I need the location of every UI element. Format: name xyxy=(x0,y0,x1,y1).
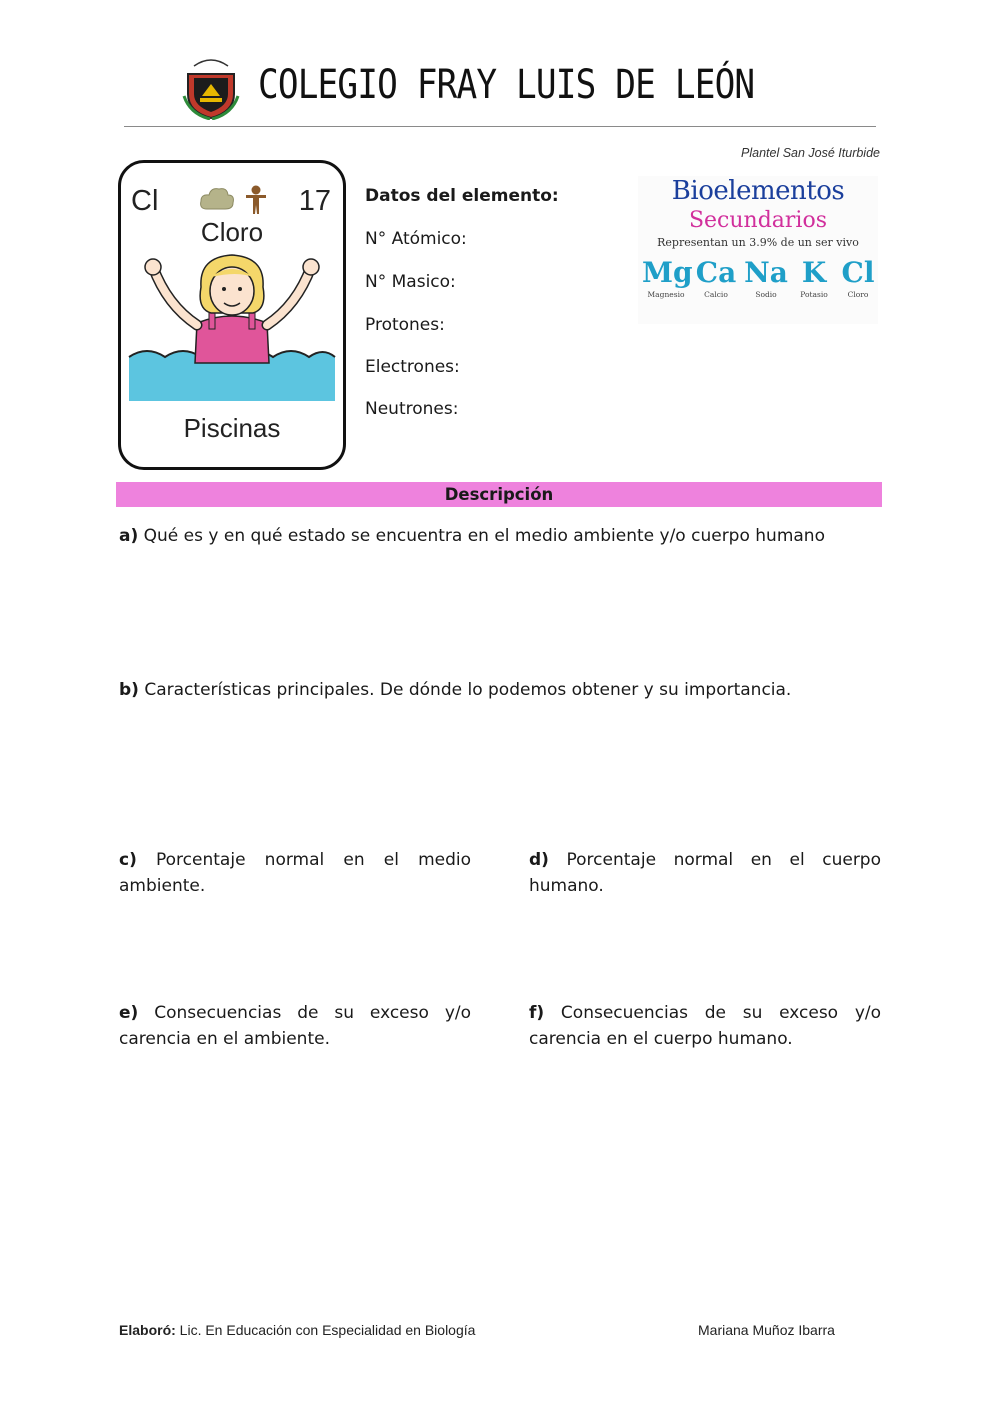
bioelement-symbol: K xyxy=(801,256,827,289)
bioelement-symbol: Ca xyxy=(695,256,737,289)
bioelement-name: Calcio xyxy=(704,290,728,299)
bioelements-title: Bioelementos xyxy=(671,176,845,206)
cloud-icon xyxy=(199,185,235,217)
description-heading: Descripción xyxy=(116,482,882,507)
question-b xyxy=(119,677,881,703)
bioelement-symbol: Mg xyxy=(642,256,693,289)
question-text: Qué es y en qué estado se encuentra en el medio ambiente y/o cuerpo humano xyxy=(143,526,825,546)
school-crest-icon xyxy=(182,56,240,120)
protons-field: Protones: xyxy=(365,315,445,335)
bioelement-symbol: Cl xyxy=(841,256,875,289)
footer-author: Mariana Muñoz Ibarra xyxy=(698,1322,835,1338)
campus-label: Plantel San José Iturbide xyxy=(741,146,880,160)
question-text: Porcentaje normal en el medio ambiente. xyxy=(119,850,472,896)
person-icon xyxy=(245,185,267,219)
question-letter: f) xyxy=(529,1003,545,1023)
neutrons-field: Neutrones: xyxy=(365,399,459,419)
swimmer-illustration-icon xyxy=(127,253,337,407)
card-element-name: Cloro xyxy=(200,217,264,247)
footer-role: Lic. En Educación con Especialidad en Biología xyxy=(179,1322,476,1338)
question-letter: b) xyxy=(119,680,139,700)
element-card xyxy=(118,160,346,470)
school-title: COLEGIO FRAY LUIS DE LEÓN xyxy=(258,62,755,108)
question-text: Consecuencias de su exceso y/o carencia en el ambiente. xyxy=(119,1003,472,1049)
element-data-title: Datos del elemento: xyxy=(365,186,559,206)
footer-label: Elaboró: xyxy=(119,1322,176,1338)
bioelement-name: Sodio xyxy=(755,290,777,299)
question-text: Porcentaje normal en el cuerpo humano. xyxy=(529,850,881,896)
header-divider xyxy=(124,126,876,127)
card-use-label: Piscinas xyxy=(183,413,281,443)
bioelement-name: Magnesio xyxy=(647,290,685,299)
bioelement-symbol: Na xyxy=(744,256,788,289)
bioelement-name: Cloro xyxy=(847,290,869,299)
question-c xyxy=(119,847,471,899)
question-text: Consecuencias de su exceso y/o carencia en el cuerpo humano. xyxy=(529,1003,882,1049)
question-letter: c) xyxy=(119,850,137,870)
question-text: Características principales. De dónde lo podemos obtener y su importancia. xyxy=(144,680,792,700)
question-a xyxy=(119,523,881,549)
question-letter: d) xyxy=(529,850,549,870)
card-atomic-number: 17 xyxy=(298,185,331,217)
electrons-field: Electrones: xyxy=(365,357,460,377)
question-f xyxy=(529,1000,881,1052)
bioelements-graphic xyxy=(638,176,878,324)
question-letter: a) xyxy=(119,526,139,546)
bioelement-name: Potasio xyxy=(800,290,828,299)
atomic-number-field: N° Atómico: xyxy=(365,229,467,249)
question-d xyxy=(529,847,881,899)
footer-credit xyxy=(119,1322,475,1338)
mass-number-field: N° Masico: xyxy=(365,272,456,292)
question-letter: e) xyxy=(119,1003,139,1023)
bioelements-caption: Representan un 3.9% de un ser vivo xyxy=(657,236,859,249)
bioelements-subtitle: Secundarios xyxy=(688,208,828,233)
card-symbol: Cl xyxy=(131,185,159,217)
question-e xyxy=(119,1000,471,1052)
